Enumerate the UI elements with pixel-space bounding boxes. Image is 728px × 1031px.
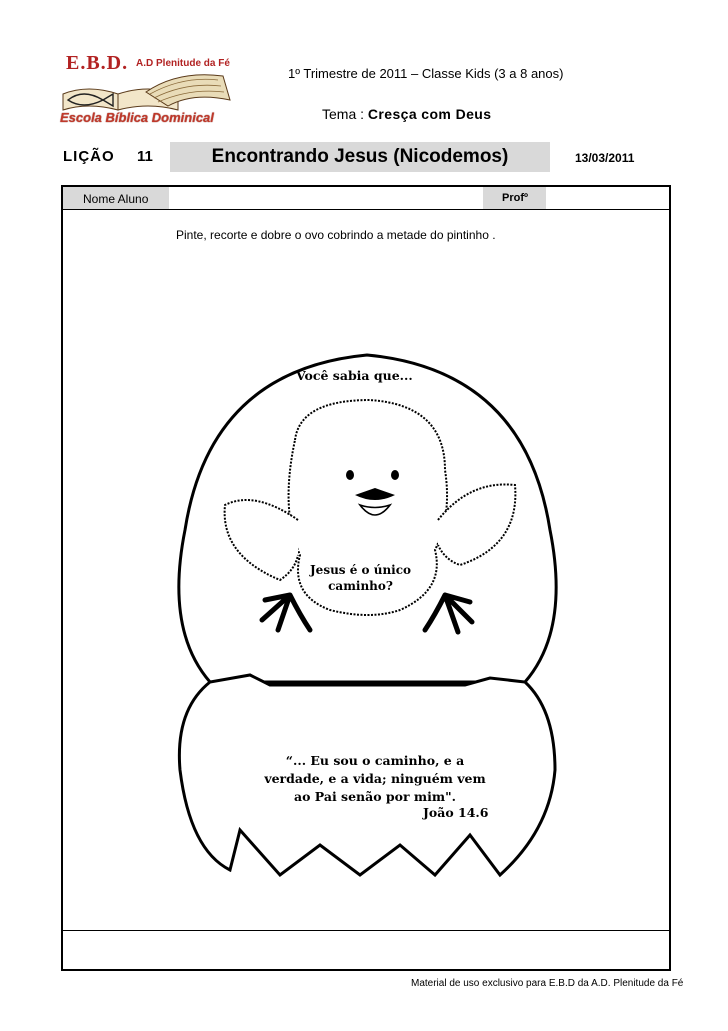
trimestre-title: 1º Trimestre de 2011 – Classe Kids (3 a 8 anos) [288, 66, 564, 81]
teacher-label: Profº [502, 192, 529, 204]
tema-label: Tema : [322, 106, 365, 122]
tema-value: Cresça com Deus [367, 106, 492, 122]
lesson-label: LIÇÃO [63, 148, 115, 165]
question-text [310, 562, 411, 594]
bible-verse [240, 752, 510, 806]
student-info-row [63, 187, 669, 210]
open-book-icon [58, 70, 248, 114]
lesson-number: 11 [137, 148, 153, 165]
activity-instruction: Pinte, recorte e dobre o ovo cobrindo a metade do pintinho . [176, 228, 496, 242]
lesson-date: 13/03/2011 [575, 151, 635, 165]
lesson-title: Encontrando Jesus (Nicodemos) [211, 146, 509, 167]
logo-school-name: Escola Bíblica Dominical [60, 110, 214, 125]
verse-line-2: verdade, e a vida; ninguém vem [264, 771, 486, 786]
logo-church-name: A.D Plenitude da Fé [136, 58, 230, 69]
question-line-1: Jesus é o único [310, 563, 412, 577]
question-line-2: caminho? [328, 579, 393, 593]
logo-ebd-text: E.B.D. [66, 52, 129, 74]
footer-note: Material de uso exclusivo para E.B.D da A.D. Plenitude da Fé [411, 978, 684, 989]
egg-chick-illustration [170, 330, 565, 930]
verse-reference: João 14.6 [423, 805, 489, 820]
verse-line-1: “... Eu sou o caminho, e a [285, 753, 465, 768]
question-title: Você sabia que... [296, 368, 413, 383]
church-logo [58, 48, 248, 134]
chick-left-eye [346, 470, 354, 480]
chick-right-eye [391, 470, 399, 480]
frame-bottom-divider [63, 930, 669, 931]
verse-line-3: ao Pai senão por mim". [294, 789, 456, 804]
lesson-title-box [170, 142, 550, 172]
tema-line [322, 106, 491, 122]
student-name-label: Nome Aluno [83, 192, 149, 206]
